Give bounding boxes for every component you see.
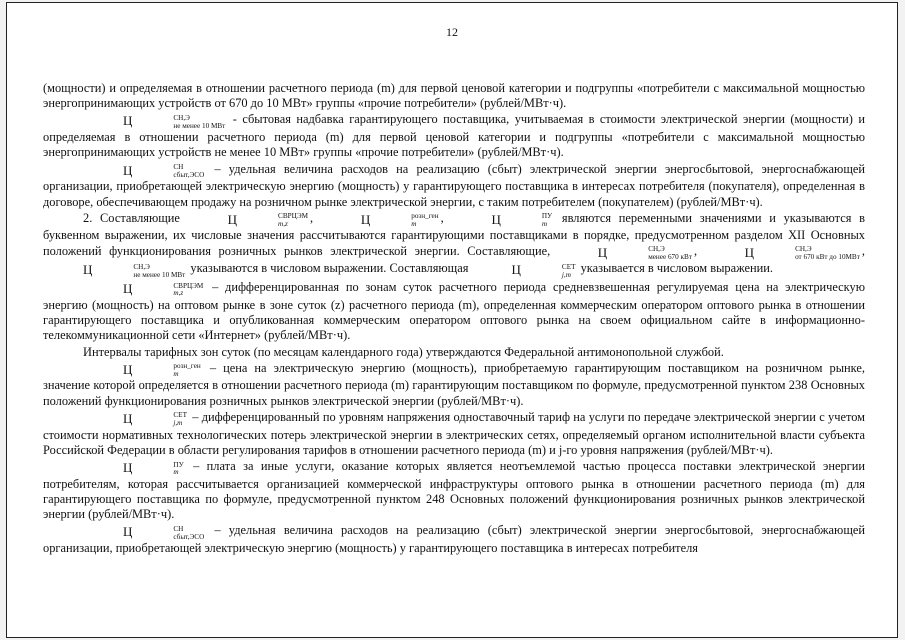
paragraph-6 [43,345,865,360]
paragraph-text: – дифференцированная по зонам суток расчетного периода средневзвешенная регулируемая цена на электрическую энергию (мощность) на оптовом рынке в зоне суток (z) расчетного периода (m), определенная коммерческим оператором оптового рынка в отношении гарантирующего поставщика и опубликованная коммерческим оператором оптового рынка на своем официальном сайте в информационно-телекоммуникационной сети «Интернет» (рублей/МВт·ч). [43,280,865,343]
paragraph-text: – плата за иные услуги, оказание которых является неотъемлемой частью процесса поставки электрической энергии потребителям, которая рассчитывается организацией коммерческой инфраструктуры оптового рынка в отношении расчетного периода (m) для гарантирующего поставщика по формуле, предусмотренной пунктом 248 Основных положений функционирования розничных рынков электрической энергии (рублей/МВт·ч). [43,459,865,522]
comma: , [309,210,314,225]
paragraph-text: – дифференцированный по уровням напряжения одноставочный тариф на услуги по передаче электрической энергии с учетом стоимости нормативных технологических потерь электрической энергии в электрических сетях, определяемый органом исполнительной власти субъекта Российской Федерации в области регулирования тарифов в отношении расчетного периода (m) и j-го уровня напряжения (рублей/МВт·ч). [43,409,865,457]
paragraph-text: Интервалы тарифных зон суток (по месяцам календарного года) утверждаются Федеральной антимонопольной службой. [83,344,724,359]
paragraph-1 [43,81,865,111]
formula-symbol-sn-sbyt-eso: Ц СН сбыт,ЭСО [123,524,205,541]
paragraph-text: являются переменными значениями и указываются в буквенном выражении, их числовые значения рассчитываются гарантирующими поставщиками в порядке, предусмотренном разделом XII Основных положений функционирования розничных рынков электрической энергии. Составляющие, [43,210,865,258]
formula-symbol-rozn-gen: Ц розн_ген m [360,211,439,228]
formula-symbol-rozn-gen: Ц розн_ген m [123,361,201,378]
formula-symbol-svrtsem: Ц СВРЦЭМ m,z [227,211,308,228]
comma: , [693,243,698,258]
paragraph-10 [43,523,865,556]
paragraph-text: – цена на электрическую энергию (мощность), приобретаемую гарантирующим поставщиком на розничном рынке, значение которой определяется в отношении расчетного периода (m) гарантирующим поставщиком по формуле, предусмотренной пунктом 238 Основных положений функционирования розничных рынков электрической энергии (рублей/МВт·ч). [43,360,865,408]
paragraph-text: указываются в числовом выражении. Составляющая [190,261,469,276]
page-number: 12 [446,25,458,39]
paragraph-text: 2. Составляющие [83,210,180,225]
formula-symbol-sn-e-ne-menee-10mw: Ц СН,Э не менее 10 МВт [83,262,186,279]
formula-symbol-set: Ц СЕТ j,m [123,410,187,428]
comma: , [861,243,865,258]
formula-symbol-pu: Ц ПУ m [123,460,184,477]
formula-symbol-sn-e-ne-menee-10mw: Ц СН,Э не менее 10 МВт [123,113,226,130]
formula-symbol-set: Ц СЕТ j,m [511,262,576,279]
paragraph-text: – удельная величина расходов на реализацию (сбыт) электрической энергии энергосбытовой, энергоснабжающей организации, приобретающей электрическую энергию (мощность) у гарантирующего поставщика в интересах потребителя (покупателя), определенная в договоре, обеспечивающем продажу на розничном рынке электрической энергии, с таким потребителем (покупателем) (рублей/МВт·ч). [43,161,865,209]
formula-symbol-sn-e-ot-670kw: Ц СН,Э от 670 кВт до 10МВт [744,244,860,261]
comma: , [440,210,444,225]
paragraph-text: (мощности) и определяемая в отношении расчетного периода (m) для первой ценовой категории и подгруппы «потребители с максимальной мощностью энергопринимающих устройств от 670 до 10 МВт» группы «прочие потребители» (рублей/МВт·ч). [43,81,865,111]
paragraph-7 [43,361,865,409]
paragraph-9 [43,459,865,522]
paragraph-text: – удельная величина расходов на реализацию (сбыт) электрической энергии энергосбытовой, энергоснабжающей организации, приобретающей электрическую энергию (мощность) у гарантирующего поставщика в интересах потребителя [43,523,865,556]
formula-symbol-sn-e-menee-670kw: Ц СН,Э менее 670 кВт [597,244,692,261]
paragraph-4 [43,211,865,279]
document-body [43,81,865,557]
paragraph-text: - сбытовая надбавка гарантирующего поставщика, учитываемая в стоимости электрической энергии (мощности) и определяемая в отношении расчетного периода (m) для первой ценовой категории и подгруппы «потребители с максимальной мощностью энергопринимающих устройств не менее 10 МВт» группы «прочие потребители» (рублей/МВт·ч). [43,112,866,160]
paragraph-text: указывается в числовом выражении. [580,261,773,276]
formula-symbol-svrtsem: Ц СВРЦЭМ m,z [123,281,204,298]
paragraph-5 [43,280,865,343]
formula-symbol-pu: Ц ПУ m [491,211,553,228]
paragraph-8 [43,410,865,458]
paragraph-2 [43,112,865,160]
formula-symbol-sn-sbyt-eso: Ц СН сбыт,ЭСО [123,162,205,179]
document-page [6,2,898,638]
paragraph-3 [43,162,865,210]
